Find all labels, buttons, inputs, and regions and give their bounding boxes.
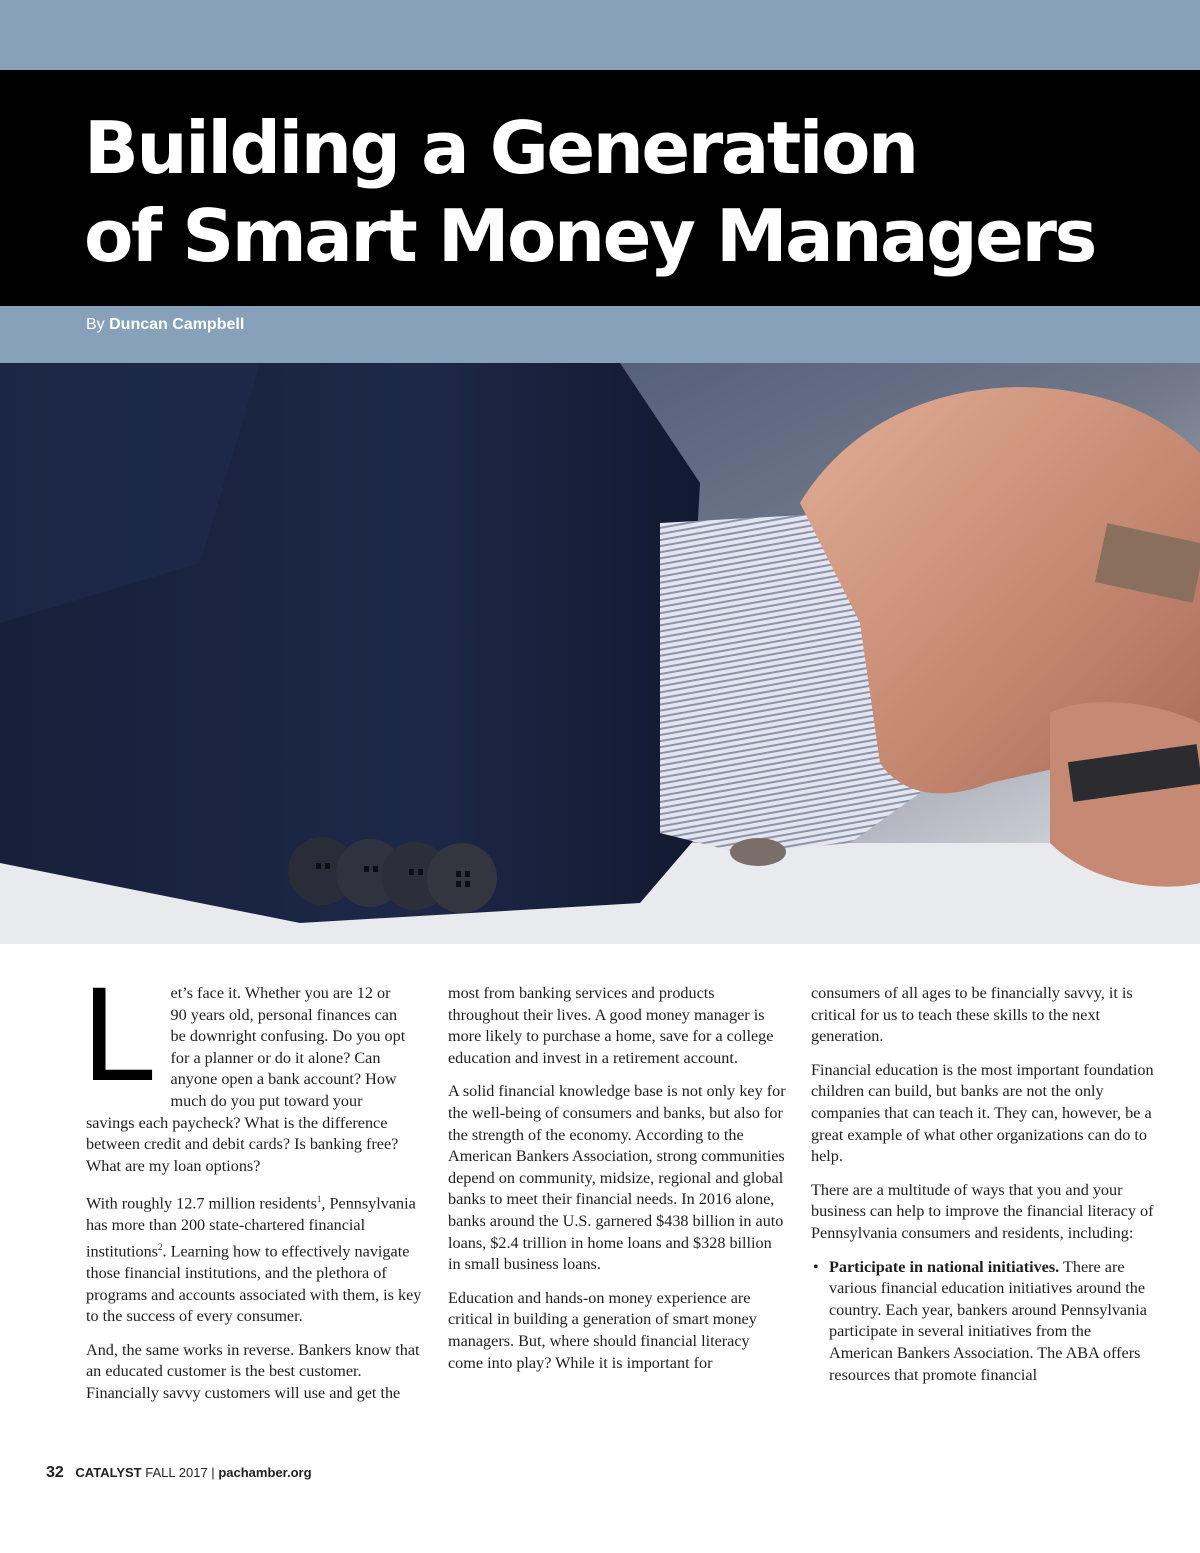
author-name: Duncan Campbell (109, 316, 245, 333)
intro-rest: savings each paycheck? What is the difference between credit and debit cards? Is banking free? What are my loan options? (86, 1113, 399, 1175)
footer-separator: | (211, 1465, 215, 1480)
paragraph-4: most from banking services and products throughout their lives. A good money manager is more likely to purchase a home, save for a college education and invest in a retirement account. (448, 984, 774, 1067)
issue-label: FALL 2017 (145, 1465, 208, 1480)
article-title (84, 104, 1184, 280)
list-item (811, 1257, 1156, 1387)
paragraph-8: Financial education is the most important foundation children can build, but banks are not the only companies that can teach it. They can, however, be a great example of what other organizations can do to help. (811, 1060, 1154, 1166)
footnote-2: 2 (157, 1241, 163, 1252)
intro-line: much do you put toward your (170, 1091, 363, 1110)
initiatives-list (811, 1257, 1156, 1387)
business-hands-photo-icon (0, 363, 1200, 944)
page-number: 32 (46, 1464, 64, 1481)
paragraph-9: There are a multitude of ways that you and your business can help to improve the financial literacy of Pennsylvania consumers and residents, including: (811, 1180, 1154, 1242)
magazine-name: CATALYST (75, 1465, 142, 1480)
hero-photo (0, 363, 1200, 944)
p2-part-c: . Learning how to effectively navigate those financial institutions, and the plethora of programs and accounts associated with them, is key to the success of every consumer. (86, 1242, 422, 1326)
p2-part-b: , Pennsylvania has more than 200 state-chartered financial institutions (86, 1194, 416, 1261)
intro-line: for a planner or do it alone? Can (170, 1048, 381, 1067)
bullet-heading: Participate in national initiatives. (829, 1257, 1060, 1276)
p2-part-a: With roughly 12.7 million residents (86, 1194, 317, 1213)
paragraph-6: Education and hands-on money experience are critical in building a generation of smart money managers. But, where should financial literacy come into play? While it is important for (448, 1288, 757, 1372)
page-footer (46, 1464, 312, 1482)
article-column-1 (82, 960, 426, 1416)
intro-line: 90 years old, personal finances can (170, 1005, 398, 1024)
intro-line: anyone open a bank account? How (170, 1070, 397, 1089)
footnote-1: 1 (316, 1194, 322, 1205)
byline-band (0, 306, 1200, 363)
website-link[interactable]: pachamber.org (218, 1465, 312, 1480)
paragraph-1 (82, 960, 426, 1177)
article-column-2 (448, 983, 788, 1386)
paragraph-3: And, the same works in reverse. Bankers know that an educated customer is the best customer. Financially savvy customers will use and get the (86, 1340, 420, 1402)
paragraph-2 (86, 1189, 426, 1327)
title-line-2: of Smart Money Managers (84, 194, 1095, 278)
byline-prefix: By (86, 316, 105, 333)
top-color-band (0, 0, 1200, 70)
article-column-3 (811, 983, 1156, 1386)
paragraph-5: A solid financial knowledge base is not only key for the well-being of consumers and banks, but also for the strength of the economy. According to the American Bankers Association, strong communities depend on community, midsize, regional and global banks to meet their financial needs. In 2016 alone, banks around the U.S. garnered $438 billion in auto loans, $2.4 trillion in home loans and $328 billion in small business loans. (448, 1082, 786, 1274)
drop-cap: L (82, 960, 157, 1109)
paragraph-7: consumers of all ages to be financially savvy, it is critical for us to teach these skills to the next generation. (811, 984, 1133, 1046)
byline (86, 316, 244, 334)
intro-line: be downright confusing. Do you opt (170, 1027, 406, 1046)
bullet-text: There are various financial education initiatives around the country. Each year, bankers around Pennsylvania participate in several initiatives from the American Bankers Association. The ABA offers resources that promote financial (829, 1257, 1147, 1384)
title-line-1: Building a Generation (84, 106, 917, 190)
intro-line: et’s face it. Whether you are 12 or (170, 984, 391, 1002)
